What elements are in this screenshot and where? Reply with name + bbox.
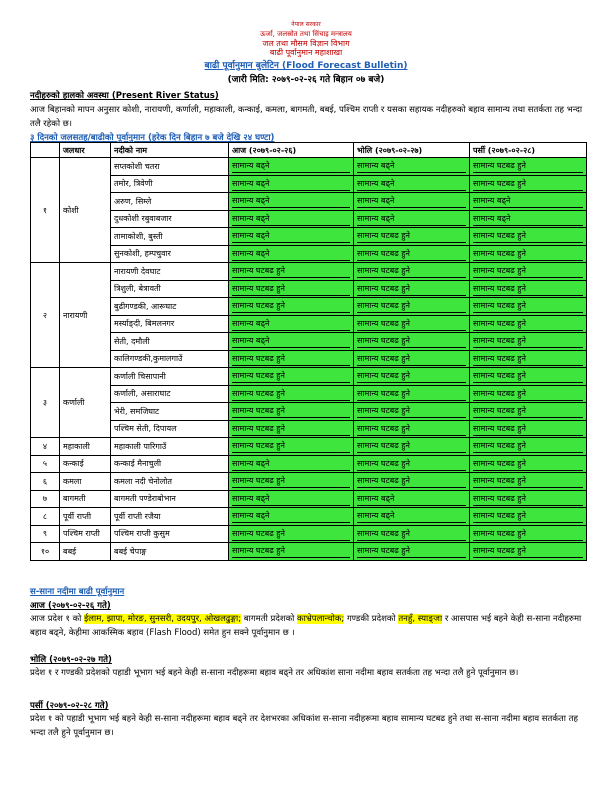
basin-serial: ७ — [31, 490, 60, 508]
forecast-day-after-cell — [470, 298, 587, 316]
forecast-status-text: सामान्य घटबढ हुने — [473, 334, 583, 348]
forecast-tomorrow-cell — [354, 245, 470, 263]
col-header-serial — [31, 143, 60, 158]
forecast-status-text: सामान्य घटबढ हुने — [473, 229, 583, 243]
river-station: पूर्वी राप्ती रजैया — [111, 508, 229, 526]
forecast-status-text: सामान्य घटबढ हुने — [473, 159, 583, 173]
forecast-status-text: सामान्य बढ्ने — [357, 194, 466, 208]
forecast-tomorrow-cell — [354, 420, 470, 438]
forecast-tomorrow-cell — [354, 263, 470, 281]
forecast-today-cell — [229, 263, 354, 281]
table-row — [31, 420, 587, 438]
forecast-status-text: सामान्य घटबढ हुने — [357, 334, 466, 348]
basin-name: महाकाली — [60, 438, 111, 456]
forecast-tomorrow-cell — [354, 368, 470, 386]
river-station: तामाकोशी, बुस्ती — [111, 228, 229, 246]
forecast-text-segment: र आसपास भई बहने केही स-साना नदीहरुमा बहाव बढ्ने, केहीमा आकस्मिक बहाव (Flash Flood) समेत हुन सक्ने पूर्वानुमान छ । — [30, 614, 582, 638]
river-station: पश्चिम राप्ती कुसुम — [111, 525, 229, 543]
forecast-status-text: सामान्य घटबढ हुने — [357, 229, 466, 243]
forecast-day-after-cell — [470, 543, 587, 561]
forecast-today-cell — [229, 438, 354, 456]
forecast-status-text: सामान्य घटबढ हुने — [232, 387, 350, 401]
basin-serial: १ — [31, 158, 60, 263]
forecast-day-after-cell — [470, 158, 587, 176]
forecast-tomorrow-cell — [354, 280, 470, 298]
forecast-status-text: सामान्य बढ्ने — [232, 492, 350, 506]
forecast-status-text: सामान्य घटबढ हुने — [357, 264, 466, 278]
today-heading: आज (२०७९-०२-२६ गते) — [30, 601, 111, 611]
basin-serial: १० — [31, 543, 60, 561]
basin-name: कन्काई — [60, 455, 111, 473]
table-row — [31, 210, 587, 228]
forecast-status-text: सामान्य घटबढ हुने — [357, 299, 466, 313]
forecast-status-text: सामान्य घटबढ हुने — [232, 527, 350, 541]
col-header-day-after: पर्सी (२०७९-०२-२८) — [470, 143, 587, 158]
forecast-today-cell — [229, 525, 354, 543]
forecast-status-text: सामान्य घटबढ हुने — [473, 282, 583, 296]
forecast-day-after-cell — [470, 280, 587, 298]
table-row — [31, 228, 587, 246]
forecast-today-cell — [229, 473, 354, 491]
river-station: सुनकोशी, हम्पचुवार — [111, 245, 229, 263]
river-station: महाकाली पारिगाउँ — [111, 438, 229, 456]
forecast-status-text: सामान्य घटबढ हुने — [473, 404, 583, 418]
forecast-tomorrow-cell — [354, 350, 470, 368]
col-header-basin: जलधार — [60, 143, 111, 158]
forecast-status-text: सामान्य घटबढ हुने — [357, 422, 466, 436]
forecast-tomorrow-cell — [354, 508, 470, 526]
forecast-status-text: सामान्य घटबढ हुने — [357, 282, 466, 296]
basin-serial: ९ — [31, 525, 60, 543]
river-station: नारायणी देवघाट — [111, 263, 229, 281]
basin-serial: ६ — [31, 473, 60, 491]
basin-name: बागमती — [60, 490, 111, 508]
forecast-status-text: सामान्य घटबढ हुने — [357, 544, 466, 558]
basin-serial: ५ — [31, 455, 60, 473]
forecast-today-cell — [229, 210, 354, 228]
table-row — [31, 280, 587, 298]
forecast-tomorrow-cell — [354, 403, 470, 421]
river-station: कर्णाली चिसापानी — [111, 368, 229, 386]
issue-date: (जारी मिति: २०७९-०२-२६ गते बिहान ०७ बजे) — [227, 75, 385, 85]
forecast-tomorrow-cell — [354, 490, 470, 508]
basin-name: कमला — [60, 473, 111, 491]
forecast-today-cell — [229, 333, 354, 351]
forecast-status-text: सामान्य घटबढ हुने — [357, 474, 466, 488]
table-row — [31, 490, 587, 508]
forecast-today-cell — [229, 455, 354, 473]
forecast-status-text: सामान्य घटबढ हुने — [473, 352, 583, 366]
forecast-today-cell — [229, 385, 354, 403]
table-row — [31, 525, 587, 543]
forecast-tomorrow-cell — [354, 333, 470, 351]
forecast-day-after-cell — [470, 455, 587, 473]
forecast-status-text: सामान्य घटबढ हुने — [232, 282, 350, 296]
basin-serial: २ — [31, 263, 60, 368]
forecast-status-text: सामान्य घटबढ हुने — [473, 177, 583, 191]
forecast-status-text: सामान्य घटबढ हुने — [473, 544, 583, 558]
forecast-tomorrow-cell — [354, 455, 470, 473]
forecast-table-body — [31, 158, 587, 561]
river-station: दुधकोशी रबुवाबजार — [111, 210, 229, 228]
basin-serial: ४ — [31, 438, 60, 456]
forecast-status-text: सामान्य बढ्ने — [473, 194, 583, 208]
forecast-status-text: सामान्य घटबढ हुने — [232, 352, 350, 366]
forecast-status-text: सामान्य घटबढ हुने — [357, 457, 466, 471]
table-row — [31, 350, 587, 368]
forecast-status-text: सामान्य घटबढ हुने — [473, 247, 583, 261]
basin-name: बबई — [60, 543, 111, 561]
forecast-table — [30, 142, 587, 561]
forecast-text-segment: आज प्रदेश १ को — [30, 614, 85, 624]
day-after-forecast-text: प्रदेश १ को पहाडी भूभाग भई बहने केही स-साना नदीहरूमा बहाव बढ्ने तर देशभरका अधिकांश स-साना नदीहरूमा बहाव सामान्य घटबढ हुने तथा स-साना नदीमा बहाव सतर्कता तह भन्दा तलै हुने पूर्वानुमान छ। — [30, 714, 578, 738]
table-row — [31, 298, 587, 316]
forecast-tomorrow-cell — [354, 543, 470, 561]
table-row — [31, 508, 587, 526]
basin-serial: ३ — [31, 368, 60, 438]
table-row — [31, 473, 587, 491]
river-station: कालिगण्डकी,कुमालगाउँ — [111, 350, 229, 368]
forecast-tomorrow-cell — [354, 385, 470, 403]
forecast-status-text: सामान्य बढ्ने — [357, 159, 466, 173]
col-header-river: नदीको नाम — [111, 143, 229, 158]
forecast-status-text: सामान्य घटबढ हुने — [357, 317, 466, 331]
forecast-today-cell — [229, 158, 354, 176]
basin-name: पश्चिम राप्ती — [60, 525, 111, 543]
forecast-status-text: सामान्य घटबढ हुने — [232, 544, 350, 558]
table-row — [31, 333, 587, 351]
table-row — [31, 368, 587, 386]
table-row — [31, 158, 587, 176]
river-station: मर्स्याङ्दी, बिमलनगर — [111, 315, 229, 333]
table-row — [31, 438, 587, 456]
river-station: अरुण, सिम्ले — [111, 193, 229, 211]
present-status-heading: नदीहरुको हालको अवस्था (Present River Status) — [30, 91, 219, 101]
forecast-today-cell — [229, 298, 354, 316]
river-station: सप्तकोशी चतरा — [111, 158, 229, 176]
highlighted-region: ईलाम, झापा, मोरङ, सुनसरी, उदयपुर, ओखलढुङ्गा; — [84, 614, 242, 624]
river-station: भेरी, समजिघाट — [111, 403, 229, 421]
table-row — [31, 543, 587, 561]
forecast-status-text: सामान्य घटबढ हुने — [357, 352, 466, 366]
river-station: तमोर, त्रिवेणी — [111, 175, 229, 193]
forecast-tomorrow-cell — [354, 473, 470, 491]
header-division: बाढी पूर्वानुमान महाशाखा — [269, 48, 343, 57]
forecast-tomorrow-cell — [354, 228, 470, 246]
forecast-status-text: सामान्य घटबढ हुने — [232, 369, 350, 383]
header-department: जल तथा मौसम विज्ञान विभाग — [262, 39, 350, 48]
forecast-status-text: सामान्य घटबढ हुने — [232, 404, 350, 418]
forecast-status-text: सामान्य घटबढ हुने — [473, 369, 583, 383]
basin-name: नारायणी — [60, 263, 111, 368]
forecast-day-after-cell — [470, 333, 587, 351]
river-station: बुढीगण्डकी, आरूघाट — [111, 298, 229, 316]
forecast-day-after-cell — [470, 315, 587, 333]
river-station: कर्णाली, असाराघाट — [111, 385, 229, 403]
river-station: बबई चेपाङ्ग — [111, 543, 229, 561]
forecast-tomorrow-cell — [354, 175, 470, 193]
small-rivers-heading: स-साना नदीमा बाढी पूर्वानुमान — [30, 587, 125, 597]
forecast-text-segment: गण्डकी प्रदेशको — [344, 614, 399, 624]
forecast-status-text: सामान्य बढ्ने — [232, 509, 350, 523]
forecast-tomorrow-cell — [354, 158, 470, 176]
forecast-status-text: सामान्य बढ्ने — [232, 334, 350, 348]
forecast-day-after-cell — [470, 385, 587, 403]
forecast-day-after-cell — [470, 350, 587, 368]
forecast-status-text: सामान्य घटबढ हुने — [473, 509, 583, 523]
forecast-status-text: सामान्य घटबढ हुने — [473, 387, 583, 401]
forecast-today-cell — [229, 315, 354, 333]
forecast-status-text: सामान्य बढ्ने — [232, 247, 350, 261]
forecast-day-after-cell — [470, 403, 587, 421]
river-station: कन्काई मैनाचुली — [111, 455, 229, 473]
forecast-status-text: सामान्य बढ्ने — [232, 229, 350, 243]
forecast-day-after-cell — [470, 245, 587, 263]
tomorrow-heading: भोलि (२०७९-०२-२७ गते) — [30, 655, 112, 665]
basin-name: पूर्वी राप्ती — [60, 508, 111, 526]
forecast-day-after-cell — [470, 368, 587, 386]
forecast-today-cell — [229, 368, 354, 386]
table-row — [31, 385, 587, 403]
forecast-status-text: सामान्य बढ्ने — [473, 212, 583, 226]
today-forecast-text — [30, 612, 586, 640]
forecast-tomorrow-cell — [354, 298, 470, 316]
forecast-status-text: सामान्य बढ्ने — [357, 177, 466, 191]
forecast-status-text: सामान्य बढ्ने — [357, 212, 466, 226]
forecast-day-after-cell — [470, 490, 587, 508]
forecast-status-text: सामान्य बढ्ने — [232, 457, 350, 471]
forecast-status-text: सामान्य घटबढ हुने — [232, 264, 350, 278]
forecast-status-text: सामान्य घटबढ हुने — [357, 387, 466, 401]
table-row — [31, 245, 587, 263]
basin-name: कर्णाली — [60, 368, 111, 438]
forecast-tomorrow-cell — [354, 210, 470, 228]
forecast-heading: ३ दिनको जलसतह/बाढीको पूर्वानुमान (हरेक दिन बिहान ७ बजे देखि २४ घण्टा) — [30, 133, 275, 143]
forecast-today-cell — [229, 490, 354, 508]
forecast-status-text: सामान्य घटबढ हुने — [232, 439, 350, 453]
forecast-day-after-cell — [470, 420, 587, 438]
forecast-status-text: सामान्य बढ्ने — [357, 492, 466, 506]
forecast-status-text: सामान्य घटबढ हुने — [357, 439, 466, 453]
forecast-status-text: सामान्य घटबढ हुने — [232, 422, 350, 436]
table-row — [31, 455, 587, 473]
highlighted-region: काभ्रेपलान्चोक; — [297, 614, 345, 624]
forecast-status-text: सामान्य बढ्ने — [232, 159, 350, 173]
forecast-status-text: सामान्य बढ्ने — [357, 509, 466, 523]
forecast-day-after-cell — [470, 175, 587, 193]
table-row — [31, 315, 587, 333]
river-station: त्रिशुली, बेत्रावती — [111, 280, 229, 298]
forecast-status-text: सामान्य घटबढ हुने — [357, 527, 466, 541]
forecast-today-cell — [229, 420, 354, 438]
forecast-status-text: सामान्य घटबढ हुने — [473, 492, 583, 506]
river-station: बागमती पण्डेराबोभान — [111, 490, 229, 508]
forecast-status-text: सामान्य बढ्ने — [232, 194, 350, 208]
river-station: सेती, दमौली — [111, 333, 229, 351]
forecast-status-text: सामान्य घटबढ हुने — [473, 264, 583, 278]
forecast-status-text: सामान्य बढ्ने — [232, 317, 350, 331]
forecast-day-after-cell — [470, 210, 587, 228]
forecast-status-text: सामान्य घटबढ हुने — [357, 369, 466, 383]
tomorrow-forecast-text: प्रदेश १ र गण्डकी प्रदेशको पहाडी भूभाग भई बहने केही स-साना नदीहरूमा बहाव बढ्ने तर अधिकांश साना नदीमा बहाव सतर्कता तह भन्दा तलै हुने पूर्वानुमान छ। — [30, 668, 519, 678]
forecast-status-text: सामान्य घटबढ हुने — [473, 439, 583, 453]
forecast-status-text: सामान्य बढ्ने — [232, 212, 350, 226]
forecast-status-text: सामान्य बढ्ने — [232, 177, 350, 191]
forecast-table-header — [31, 143, 587, 158]
forecast-status-text: सामान्य घटबढ हुने — [232, 474, 350, 488]
forecast-status-text: सामान्य घटबढ हुने — [473, 527, 583, 541]
table-row — [31, 175, 587, 193]
forecast-tomorrow-cell — [354, 315, 470, 333]
basin-serial: ८ — [31, 508, 60, 526]
highlighted-region: तनहुँ, स्याङ्जा — [398, 614, 443, 624]
forecast-today-cell — [229, 193, 354, 211]
forecast-tomorrow-cell — [354, 193, 470, 211]
forecast-day-after-cell — [470, 438, 587, 456]
forecast-day-after-cell — [470, 473, 587, 491]
forecast-status-text: सामान्य घटबढ हुने — [357, 404, 466, 418]
forecast-status-text: सामान्य घटबढ हुने — [357, 247, 466, 261]
forecast-today-cell — [229, 280, 354, 298]
col-header-tomorrow: भोलि (२०७९-०२-२७) — [354, 143, 470, 158]
day-after-heading: पर्सी (२०७९-०२-२८ गते) — [30, 701, 109, 711]
bulletin-title: बाढी पूर्वानुमान बुलेटिन (Flood Forecast Bulletin) — [204, 61, 408, 71]
forecast-tomorrow-cell — [354, 525, 470, 543]
forecast-day-after-cell — [470, 525, 587, 543]
forecast-today-cell — [229, 543, 354, 561]
forecast-today-cell — [229, 245, 354, 263]
basin-name: कोशी — [60, 158, 111, 263]
forecast-today-cell — [229, 350, 354, 368]
forecast-day-after-cell — [470, 263, 587, 281]
forecast-today-cell — [229, 508, 354, 526]
forecast-day-after-cell — [470, 228, 587, 246]
table-row — [31, 193, 587, 211]
table-row — [31, 403, 587, 421]
forecast-today-cell — [229, 228, 354, 246]
forecast-day-after-cell — [470, 508, 587, 526]
forecast-tomorrow-cell — [354, 438, 470, 456]
forecast-status-text: सामान्य घटबढ हुने — [473, 317, 583, 331]
table-row — [31, 263, 587, 281]
forecast-today-cell — [229, 175, 354, 193]
present-status-text: आज बिहानको मापन अनुसार कोशी, नारायणी, कर्णाली, महाकाली, कन्काई, कमला, बागमती, बबई, पश्चिम राप्ती र यसका सहायक नदीहरुको बहाव सामान्य तथा सतर्कता तह भन्दा तलै रहेको छ। — [30, 105, 583, 129]
river-station: कमला नदी चेनोलोत — [111, 473, 229, 491]
forecast-text-segment: बागमती प्रदेशको — [241, 614, 298, 624]
col-header-today: आज (२०७९-०२-२६) — [229, 143, 354, 158]
forecast-status-text: सामान्य घटबढ हुने — [232, 299, 350, 313]
header-ministry: ऊर्जा, जलस्रोत तथा सिंचाइ मन्त्रालय — [260, 30, 352, 38]
river-station: पश्चिम सेती, दिपायल — [111, 420, 229, 438]
forecast-status-text: सामान्य घटबढ हुने — [473, 299, 583, 313]
forecast-status-text: सामान्य घटबढ हुने — [473, 457, 583, 471]
forecast-status-text: सामान्य घटबढ हुने — [473, 474, 583, 488]
header-government: नेपाल सरकार — [291, 21, 321, 28]
forecast-today-cell — [229, 403, 354, 421]
forecast-day-after-cell — [470, 193, 587, 211]
forecast-status-text: सामान्य घटबढ हुने — [473, 422, 583, 436]
